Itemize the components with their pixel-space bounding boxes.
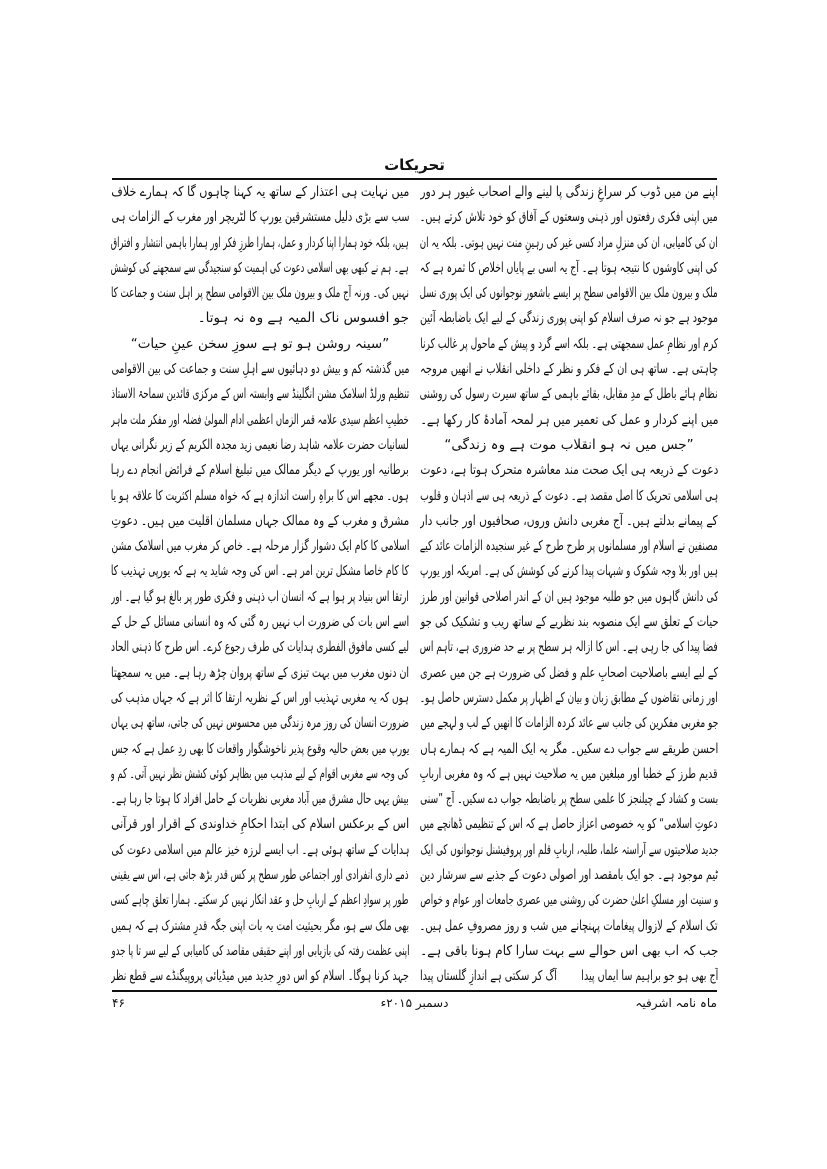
line-text: ”سینہ روشن ہو تو ہے سوزِ سخن عینِ حیات“ [130, 335, 390, 352]
text-line [420, 762, 718, 787]
line-text: جو افسوس ناک المیہ ہے وہ نہ ہوتا۔ [197, 310, 409, 327]
line-text: جہد کرنا ہوگا۔ اسلام کو اس دورِ جدید میں میڈیائی پروپیگنڈے سے قطع نظر [111, 968, 409, 985]
text-line [111, 812, 409, 837]
text-line [111, 585, 409, 610]
line-text: میں گذشتہ کم و بیش دو دہائیوں سے اہلِ سنت و جماعت کی بین الاقوامی [111, 361, 409, 378]
text-line [420, 180, 718, 205]
page-footer [112, 996, 717, 1016]
line-text: کی وجہ سے مغربی اقوام کے لیے مذہب میں بظاہر کوئی کشش نظر نہیں آتی۔ کم و [111, 765, 409, 782]
line-text: دعوتِ اسلامی“ کو یہ خصوصی اعزاز حاصل ہے کہ اس کے تنظیمی ڈھانچے میں [420, 816, 718, 833]
line-text: میں نہایت ہی اعتذار کے ساتھ یہ کہنا چاہوں گا کہ ہمارے خلاف [111, 184, 409, 200]
line-text: تک اسلام کے لازوال پیغامات پہنچانے میں شب و روز مصروفِ عمل ہیں۔ [420, 917, 718, 934]
page-section-title: تحریکات [384, 156, 445, 174]
line-text: ذمے داری انفرادی اور اجتماعی طور سطح پر کس قدر بڑھ جاتی ہے، اس سے یقینی [111, 867, 409, 884]
text-line [111, 306, 409, 331]
text-line [420, 661, 718, 686]
line-text: طور پر سوادِ اعظم کے اربابِ حل و عقد انکار نہیں کر سکتے۔ ہمارا تعلق چاہے کسی [111, 892, 409, 909]
text-line [111, 458, 409, 483]
text-line [111, 382, 409, 407]
line-text: ٹیم موجود ہے۔ جو ایک بامقصد اور اصولی دعوت کے جذبے سے سرشار دین [420, 867, 718, 884]
line-text: لیے کسی مافوق الفطری ہدایات کی طرف رجوع کرے۔ اس طرح کا ذہنی الحاد [111, 639, 409, 656]
text-line [420, 281, 718, 306]
text-line [111, 559, 409, 584]
line-text: ہی اسلامی تحریک کا اصل مقصد ہے۔ دعوت کے ذریعہ ہی سے اذہان و قلوب [420, 487, 718, 504]
line-text: ہوں کہ یہ مغربی تہذیب اور اس کے نظریہ ارتقا کا اثر ہے کہ جہاں مذہب کی [111, 689, 409, 706]
line-text: ضرورت انسان کی روز مرہ زندگی میں محسوس نہیں کی جاتی، ساتھ ہی یہاں [111, 715, 409, 732]
text-line [420, 914, 718, 939]
text-line [420, 382, 718, 407]
line-text: نظام ہائے باطل کے مدِ مقابل، بقائے باہمی کے ساتھ سیرت رسول کی روشنی [420, 386, 718, 403]
line-text: چاہتی ہے۔ ساتھ ہی ان کے فکر و نظر کے داخلی انقلاب نے انھیں مروجہ [420, 361, 718, 378]
text-line [111, 509, 409, 534]
line-text: ان دنوں مغرب میں بہت تیزی کے ساتھ پروان چڑھ رہا ہے۔ میں یہ سمجھتا [111, 664, 409, 681]
line-text: سب سے بڑی دلیل مستشرقین یورپ کا لٹریچر اور مغرب کے الزامات ہی [111, 209, 409, 226]
line-text: کا کام خاصا مشکل ترین امر ہے۔ اس کی وجہ شاید یہ ہے کہ یورپی تہذیب کا [111, 563, 409, 580]
text-line [420, 888, 718, 913]
line-text: دعوت کے ذریعہ ہی ایک صحت مند معاشرہ متحرک ہوتا ہے، دعوت [420, 462, 718, 479]
line-text: جب کہ اب بھی اس حوالے سے بہت سارا کام ہونا باقی ہے۔ [420, 942, 718, 959]
verse-line [111, 332, 409, 357]
line-text: بست و کشاد کے چیلنجز کا علمی سطح پر باضابطہ جواب دے سکیں۔ آج ”سنی [420, 791, 718, 808]
line-text: جدید صلاحیتوں سے آراستہ علما، طلبہ، اربابِ قلم اور پروفیشنل نوجوانوں کی ایک [420, 841, 718, 858]
line-text: ”جس میں نہ ہو انقلاب موت ہے وہ زندگی“ [444, 436, 694, 453]
text-line [111, 408, 409, 433]
text-line [420, 205, 718, 230]
verse-couplet [420, 964, 718, 989]
right-column [420, 180, 718, 990]
line-text: کے لیے ایسے باصلاحیت اصحابِ علم و فضل کی ضرورت ہے جن میں عصری [420, 664, 718, 681]
text-line [111, 635, 409, 660]
line-text: حیات کے تعلق سے ایک منصوبہ بند نظریے کے ساتھ ریب و تشکیک کی جو [420, 614, 718, 631]
line-text: اسے اس بات کی ضرورت اب نہیں رہ گئی کہ وہ انسانی مسائل کے حل کے [111, 614, 409, 631]
text-line [111, 939, 409, 964]
page-number: ۴۶ [112, 996, 125, 1010]
text-line [111, 914, 409, 939]
text-line [111, 787, 409, 812]
line-text: تنظیم ورلڈ اسلامک مشن انگلینڈ سے وابستہ اس کے مرکزی قائدین سماحۃ الاستاذ [111, 386, 409, 403]
text-line [420, 863, 718, 888]
line-text: مصنفین نے اسلام اور مسلمانوں پر طرح طرح کے غیر سنجیدہ الزامات عائد کیے [420, 538, 718, 555]
text-line [111, 180, 409, 205]
text-line [111, 863, 409, 888]
line-text: ہیں اور بلا وجہ شکوک و شبہات پیدا کرنے کی کوشش کی ہے۔ امریکہ اور یورپ [420, 563, 718, 580]
line-text: احسن طریقے سے جواب دے سکیں۔ مگر یہ ایک المیہ ہے کہ ہمارے ہاں [420, 740, 718, 757]
line-text: بھی ملک سے ہو، مگر بحیثیت امت یہ بات اپنی جگہ قدرِ مشترک ہے کہ ہمیں [111, 917, 409, 934]
line-text: و سنیت اور مسلکِ اعلیٰ حضرت کی روشنی میں عصری جامعات اور عوام و خواص [420, 892, 718, 909]
left-column [111, 180, 409, 990]
line-text: اس کے برعکس اسلام کی ابتدا احکامِ خداوندی کے اقرار اور قرآنی [111, 816, 409, 833]
text-line [420, 458, 718, 483]
text-line [420, 585, 718, 610]
line-text: فضا پیدا کی جا رہی ہے۔ اس کا ازالہ ہر سطح پر بے حد ضروری ہے، تاہم اس [420, 639, 718, 656]
text-line [111, 231, 409, 256]
text-line [420, 939, 718, 964]
text-line [111, 686, 409, 711]
text-line [420, 610, 718, 635]
hemistich: آج بھی ہو جو براہیم سا ایماں پیدا [580, 968, 718, 985]
line-text: اپنے من میں ڈوب کر سراغِ زندگی پا لینے والے اصحاب غیور ہر دور [420, 184, 718, 200]
footer-divider [112, 990, 717, 992]
text-line [111, 534, 409, 559]
line-text: یورپ میں بعض حالیہ وقوع پذیر ناخوشگوار واقعات کا بھی ردِ عمل ہے کہ جس [111, 740, 409, 757]
text-line [420, 231, 718, 256]
line-text: خطیبِ اعظم سیدی علامہ قمر الزماں اعظمی ادام المولیٰ فضلہ اور مفکر ملت ماہر [111, 411, 409, 428]
line-text: ہوں۔ مجھے اس کا براہِ راست اندازہ ہے کہ خواہ مسلم اکثریت کا علاقہ ہو یا [111, 487, 409, 504]
text-line [420, 812, 718, 837]
text-line [111, 661, 409, 686]
text-line [420, 509, 718, 534]
text-line [111, 281, 409, 306]
line-text: بیش یہی حال مشرق میں آباد مغربی نظریات کے حامل افراد کا ہوتا جا رہا ہے۔ [111, 791, 409, 808]
text-line [420, 332, 718, 357]
line-text: ارتقا اس بنیاد پر ہوا ہے کہ انسان اب ذہنی و فکری طور پر بالغ ہو گیا ہے۔ اور [111, 588, 409, 605]
line-text: اور زمانی تقاضوں کے مطابق زبان و بیان کے اظہار پر مکمل دسترس حاصل ہو۔ [420, 689, 718, 706]
text-line [111, 205, 409, 230]
line-text: کی اپنی کاوشوں کا نتیجہ ہوتا ہے۔ آج یہ اسی بے پایاں اخلاص کا ثمرہ ہے کہ [420, 259, 718, 276]
line-text: اپنی عظمت رفتہ کی بازیابی اور اپنے حقیقی مقاصد کی کامیابی کے لیے سر تا پا جدو [111, 942, 409, 959]
line-text: کے پیمانے بدلتے ہیں۔ آج مغربی دانش وروں، صحافیوں اور جانب دار [420, 512, 718, 529]
text-line [420, 686, 718, 711]
text-line [111, 433, 409, 458]
line-text: مشرق و مغرب کے وہ ممالک جہاں مسلمان اقلیت میں ہیں۔ دعوتِ [111, 512, 409, 529]
line-text: میں اپنے کردار و عمل کی تعمیر میں ہر لمحہ آمادۂ کار رکھا ہے۔ [420, 411, 718, 428]
text-line [420, 484, 718, 509]
line-text: موجود ہے جو نہ صرف اسلام کو اپنی پوری زندگی کے لیے ایک باضابطہ آئین [420, 310, 718, 327]
line-text: ان کی کامیابی، ان کی منزلِ مراد کسی غیر کی رہینِ منت نہیں ہوتی۔ بلکہ یہ ان [420, 234, 718, 251]
text-line [420, 787, 718, 812]
issue-date: دسمبر ۲۰۱۵ء [380, 996, 449, 1010]
text-line [420, 256, 718, 281]
line-text: ہیں، بلکہ خود ہمارا اپنا کردار و عمل، ہمارا طرزِ فکر اور ہمارا باہمی انتشار و افتراق [111, 234, 409, 251]
line-text: ملک و بیرون ملک بین الاقوامی سطح پر ایسے باشعور نوجوانوں کی ایک پوری نسل [420, 285, 718, 302]
text-line [420, 737, 718, 762]
verse-line [420, 433, 718, 458]
text-line [420, 357, 718, 382]
line-text: لسانیات حضرت علامہ شاہد رضا نعیمی زید مجدہ الکریم کے زیر نگرانی یہاں [111, 436, 409, 453]
line-text: میں اپنی فکری رفعتوں اور ذہنی وسعتوں کے آفاق کو خود تلاش کرتے ہیں۔ [420, 209, 718, 226]
text-line [420, 534, 718, 559]
line-text: ہدایات کے ساتھ ہوئی ہے۔ اب ایسے لرزہ خیز عالم میں اسلامی دعوت کی [111, 841, 409, 858]
line-text: جو مغربی مفکرین کی جانب سے عائد کردہ الزامات کا انھیں کے لب و لہجے میں [420, 715, 718, 732]
text-line [420, 635, 718, 660]
text-line [420, 408, 718, 433]
magazine-name: ماہ نامہ اشرفیہ [635, 996, 717, 1010]
text-line [111, 964, 409, 989]
text-line [111, 357, 409, 382]
line-text: قدیم طرز کے خطبا اور مبلغین میں یہ صلاحیت نہیں ہے کہ وہ مغربی اربابِ [420, 765, 718, 782]
text-line [111, 484, 409, 509]
hemistich-box [581, 964, 718, 989]
line-text: برطانیہ اور یورپ کے دیگر ممالک میں تبلیغ اسلام کے فرائض انجام دے رہا [111, 462, 409, 479]
text-line [111, 762, 409, 787]
line-text: کرم اور نظامِ عمل سمجھتی ہے۔ بلکہ اسے گرد و پیش کے ماحول پر غالب کرنا [420, 335, 718, 352]
line-text: ہے۔ ہم نے کبھی بھی اسلامی دعوت کی اہمیت کو سنجیدگی سے سمجھنے کی کوشش [111, 259, 409, 276]
line-text: نہیں کی۔ ورنہ آج ملک و بیرون ملک بین الاقوامی سطح پر اہل سنت و جماعت کا [111, 285, 409, 302]
text-line [420, 711, 718, 736]
line-text: اسلامی کا کام ایک دشوار گزار مرحلہ ہے۔ خاص کر مغرب میں اسلامک مشن [111, 538, 409, 555]
text-line [420, 559, 718, 584]
text-line [420, 306, 718, 331]
text-line [420, 838, 718, 863]
text-line [111, 838, 409, 863]
hemistich-box [420, 964, 557, 989]
text-line [111, 737, 409, 762]
text-line [111, 711, 409, 736]
text-line [111, 256, 409, 281]
text-line [111, 888, 409, 913]
line-text: کی دانش گاہوں میں جو طلبہ موجود ہیں ان کے اندر اصلاحی قوانین اور طرز [420, 588, 718, 605]
text-line [111, 610, 409, 635]
hemistich: آگ کر سکتی ہے اندازِ گلستاں پیدا [420, 968, 558, 985]
